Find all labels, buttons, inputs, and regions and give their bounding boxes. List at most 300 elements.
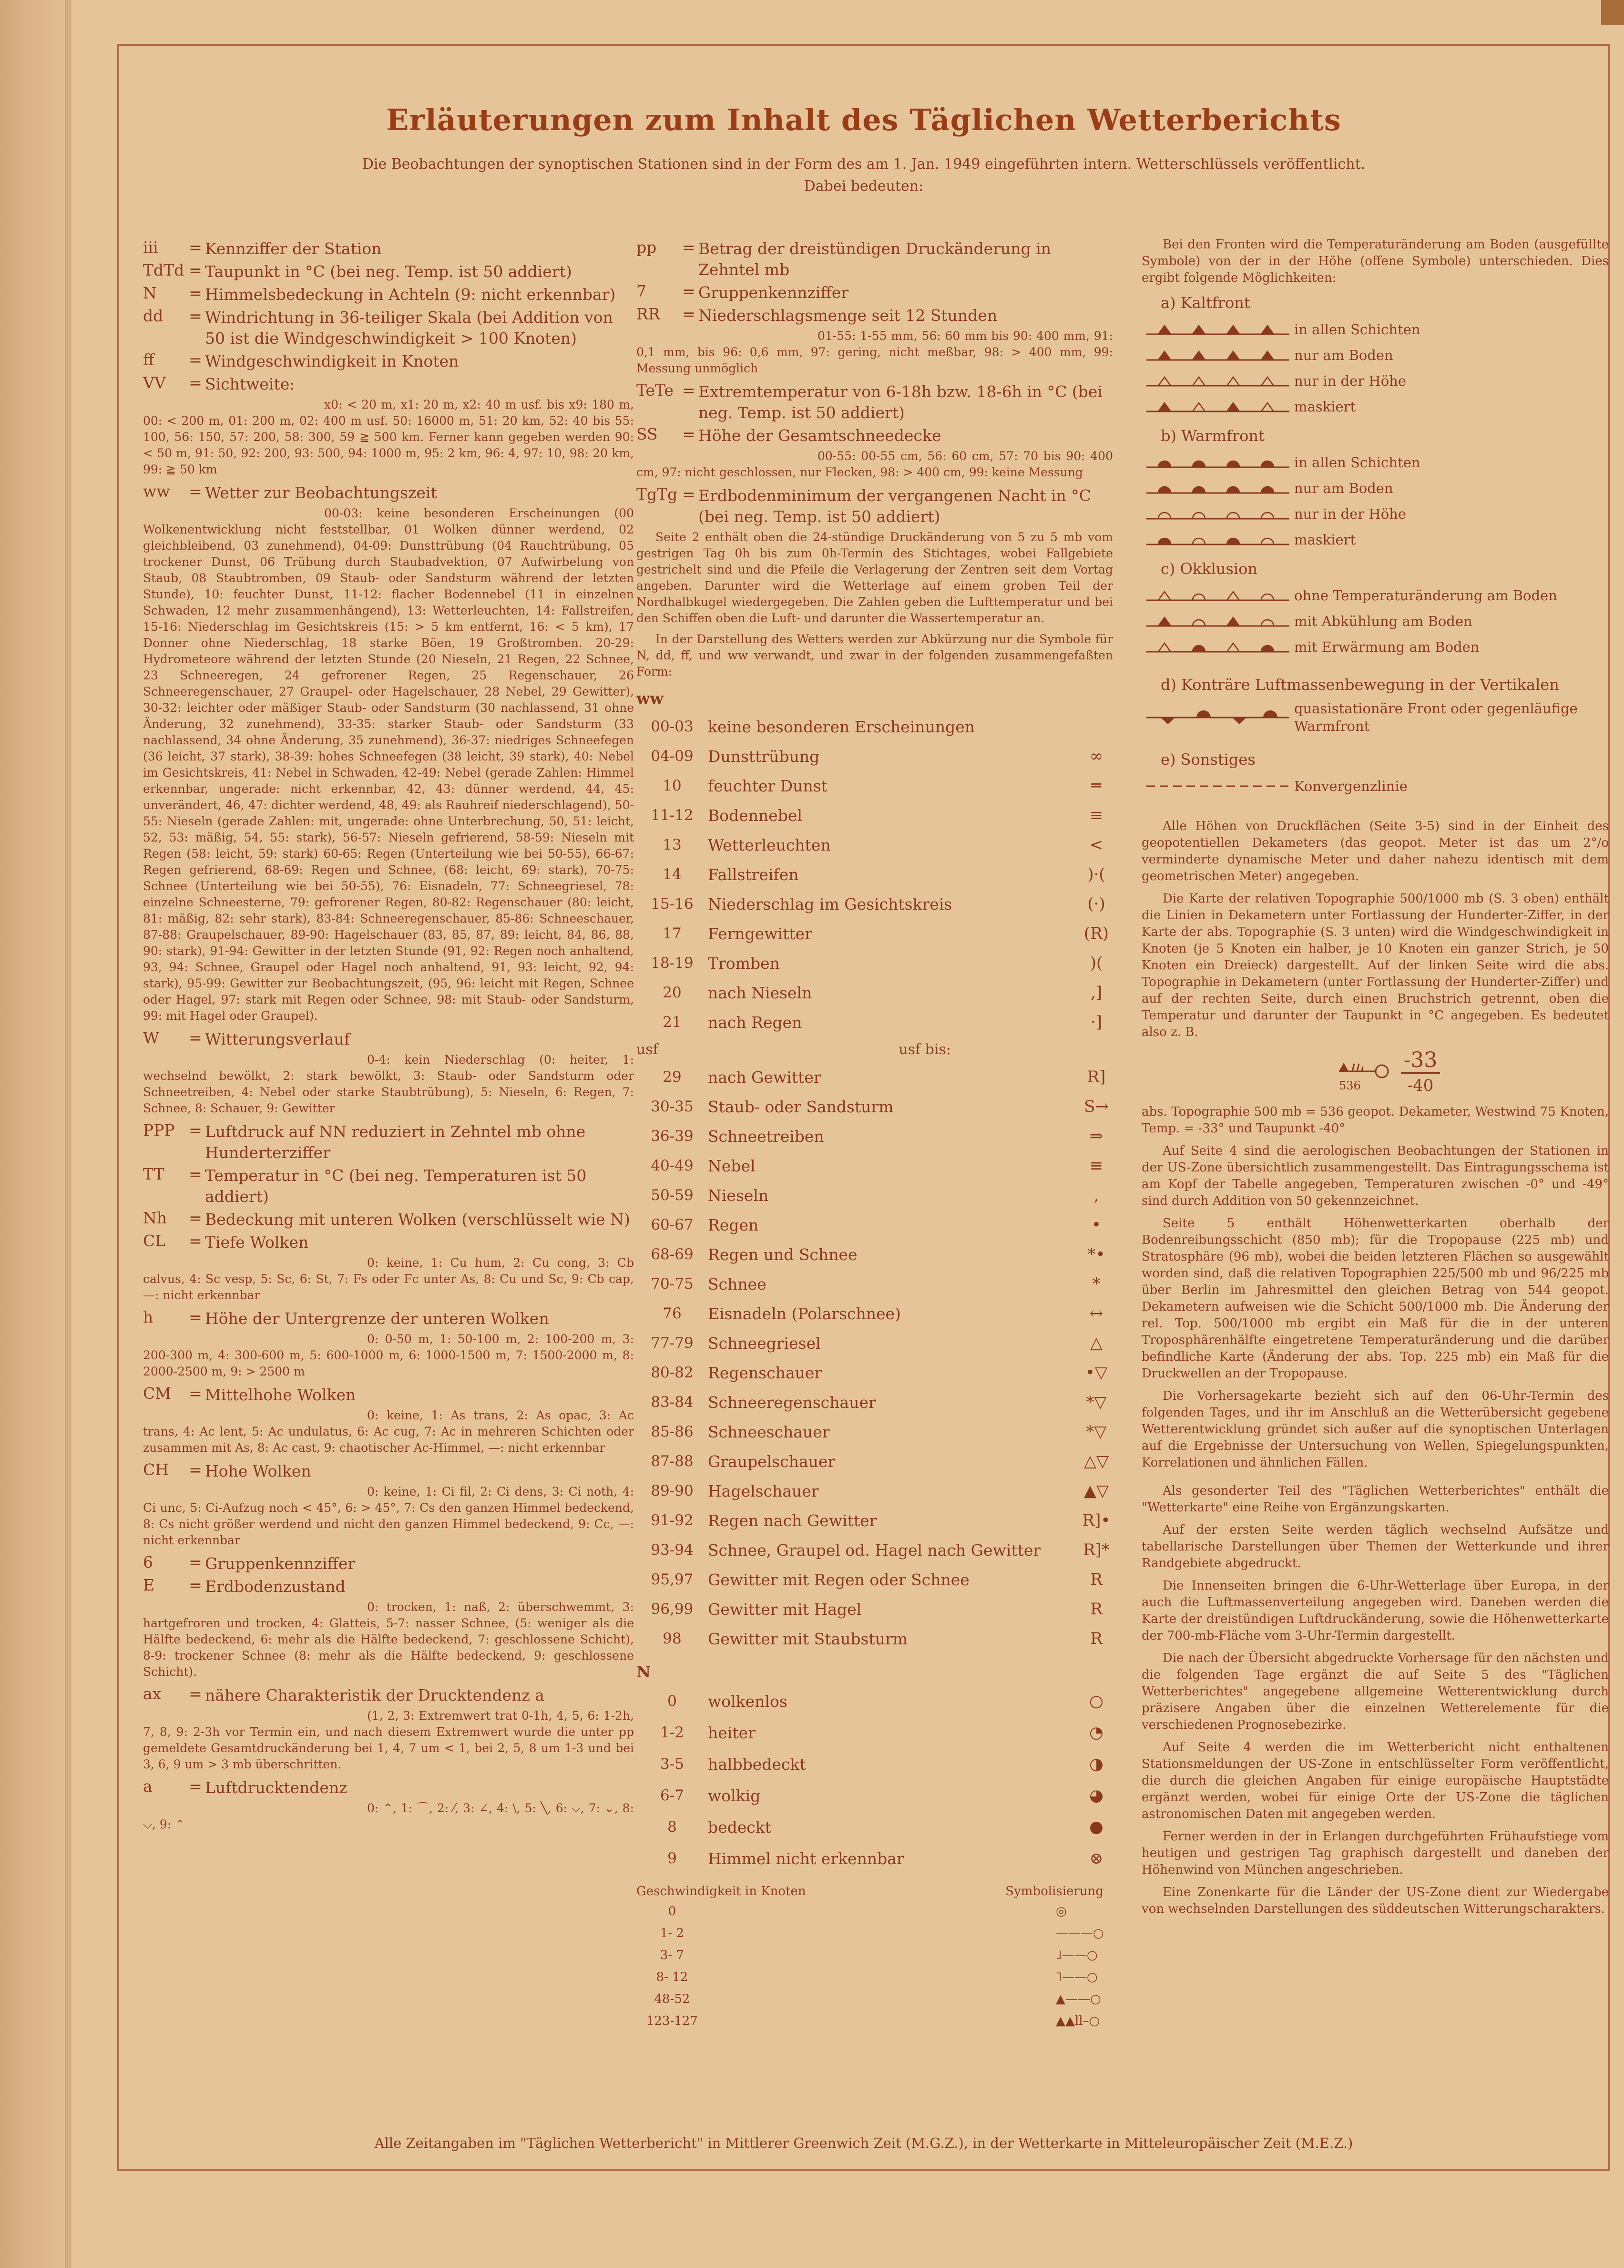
ww-row [636, 1506, 1113, 1535]
entry-text: Taupunkt in °C (bei neg. Temp. ist 50 addiert) [205, 262, 572, 281]
ww-row [636, 1387, 1113, 1417]
ww-row [636, 1565, 1113, 1594]
wind-speed-heading: Geschwindigkeit in Knoten [636, 1884, 806, 1899]
para-example-explained: abs. Topographie 500 mb = 536 geopot. Dekameter, Westwind 75 Knoten, Temp. = -33° und Taupunkt -40° [1142, 1105, 1609, 1136]
entry-text: Temperatur in °C (bei neg. Temperaturen ist 50 addiert) [205, 1166, 587, 1206]
row-description: Regen [708, 1215, 759, 1234]
row-code: 10 [663, 777, 682, 794]
warm-front-icon [1142, 480, 1294, 497]
row-code: 93-94 [651, 1541, 694, 1559]
usf-left: usf [636, 1041, 658, 1058]
usf-right: usf bis: [899, 1041, 951, 1058]
station-example [1142, 1047, 1609, 1099]
warm-front-row [1142, 501, 1609, 527]
row-description: Regenschauer [708, 1363, 822, 1382]
wind-speed: 48-52 [654, 1991, 690, 2006]
subtitle-line-1: Die Beobachtungen der synoptischen Stationen sind in der Form des am 1. Jan. 1949 eingeführten intern. Wetterschlüssels veröffentlicht. [362, 156, 1366, 173]
wind-speed: 0 [668, 1904, 676, 1919]
para-hoehen: Alle Höhen von Druckflächen (Seite 3-5) sind in der Einheit des geopotentiellen Dekameters (das geopot. Meter ist das um 2°/o verminderte dynamische Meter und daher nahezu identisch mit dem geometrischen Meter) angegeben. [1142, 819, 1609, 883]
entry-n: N = Himmelsbedeckung in Achteln (9: nicht erkennbar) [143, 284, 634, 305]
row-code: 60-67 [651, 1216, 694, 1233]
wind-speed: 1- 2 [660, 1926, 684, 1940]
row-description: feuchter Dunst [708, 776, 827, 795]
weather-symbol-icon: •▽ [1085, 1363, 1108, 1382]
entry-text: Erdbodenzustand [205, 1577, 346, 1596]
wind-table-header [636, 1883, 1113, 1900]
ww-row [636, 712, 1113, 741]
weather-symbol-icon: ◑ [1089, 1754, 1103, 1774]
example-dewpoint: -40 [1407, 1076, 1434, 1095]
kaltfront-list [1142, 317, 1609, 420]
entry-text: Gruppenkennziffer [698, 283, 849, 302]
symbol: iii [143, 238, 158, 257]
ww-row [636, 1180, 1113, 1210]
convergence-line [1142, 781, 1294, 791]
para-topographie: Die Karte der relativen Topographie 500/1000 mb (S. 3 oben) enthält die Linien in Dekametern unter Fortlassung der Hunderter-Ziffer, in der Karte der abs. Topographie (S. 3 unten) wird die Windgeschwindigkeit in Knoten (je 5 Knoten ein halber, je 10 Knoten ein ganzer Strich, je 50 Knoten ein Dreieck) dargestellt. Auf der linken Seite wird die abs. Topographie in Dekametern (unter Fortlassung der Hunderter-Ziffer) und auf der rechten Seite, durch einen Bruchstrich getrennt, oben die Temperatur und darunter der Taupunkt in °C angegeben. Es bedeutet also z. B. [1142, 892, 1609, 1039]
ww-row [636, 1535, 1113, 1565]
row-description: Dunsttrübung [708, 747, 820, 766]
entry-tgtg: TgTg = Erdbodenminimum der vergangenen Nacht in °C (bei neg. Temp. ist 50 addiert) [636, 485, 1113, 527]
row-description: Regen nach Gewitter [708, 1511, 877, 1530]
ww-row [636, 771, 1113, 800]
row-description: Schnee, Graupel od. Hagel nach Gewitter [708, 1540, 1041, 1560]
entry-a: a = Luftdrucktendenz [143, 1777, 634, 1798]
row-code: 3-5 [660, 1755, 684, 1773]
ww-row [636, 860, 1113, 889]
fronts-intro: Bei den Fronten wird die Temperaturänderung am Boden (ausgefüllte Symbole) von der in der Höhe (offene Symbole) unterschieden. Dies ergibt folgende Möglichkeiten: [1142, 237, 1609, 285]
entry-text: Erdbodenminimum der vergangenen Nacht in °C (bei neg. Temp. ist 50 addiert) [698, 486, 1092, 526]
ww-row [636, 1092, 1113, 1121]
entry-w: W = Witterungsverlauf [143, 1029, 634, 1050]
kalt-front-row [1142, 394, 1609, 420]
row-code: 83-84 [651, 1393, 694, 1411]
entry-nh: Nh = Bedeckung mit unteren Wolken (verschlüsselt wie N) [143, 1209, 634, 1230]
symbol: VV [143, 373, 166, 392]
row-code: 1-2 [660, 1724, 684, 1741]
warm-front-label: nur am Boden [1294, 480, 1393, 496]
wind-barb-icon: ———○ [1056, 1926, 1104, 1940]
weather-symbol-icon: )( [1090, 953, 1103, 973]
row-description: Gewitter mit Staubsturm [708, 1629, 908, 1648]
entry-pp: pp = Betrag der dreistündigen Druckänderung in Zehntel mb [636, 238, 1113, 280]
cloud-cover-row [636, 1811, 1113, 1843]
w-detail: 0-4: kein Niederschlag (0: heiter, 1: wechselnd bewölkt, 2: stark bewölkt, 3: Staub- oder Sandsturm oder Schneetreiben, 4: Nebel oder starke Staubtrübung), 5: Nieseln, 6: Regen, 7: Schnee, 8: Schauer, 9: Gewitter [143, 1053, 634, 1115]
row-code: 6-7 [660, 1786, 684, 1804]
entry-text: Höhe der Gesamtschneedecke [698, 426, 941, 445]
entry-text: Bedeckung mit unteren Wolken (verschlüsselt wie N) [205, 1210, 630, 1229]
symbol: E [143, 1576, 155, 1594]
stationary-front-line [1142, 708, 1294, 727]
weather-symbol-icon: * [1092, 1274, 1101, 1293]
cl-detail: 0: keine, 1: Cu hum, 2: Cu cong, 3: Cb calvus, 4: Sc vesp, 5: Sc, 6: St, 7: Fs oder Fc unter As, 8: Cu und Sc, 9: Cb cap, —: nicht erkennbar [143, 1256, 634, 1302]
wind-row [636, 2010, 1113, 2032]
entry-tdtd: TdTd = Taupunkt in °C (bei neg. Temp. ist 50 addiert) [143, 261, 634, 282]
entry-ch: CH = Hohe Wolken [143, 1461, 634, 1482]
weather-symbol-icon: R]• [1082, 1510, 1111, 1530]
weather-symbol-icon: ∞ [1089, 746, 1103, 766]
ww-table-continued [636, 1062, 1113, 1653]
weather-symbol-icon: ≡ [1089, 1156, 1103, 1175]
symbol: ww [143, 482, 170, 501]
wind-row [636, 1922, 1113, 1944]
weather-symbol-icon: ◕ [1089, 1786, 1103, 1805]
ww-row [636, 919, 1113, 948]
row-code: 98 [663, 1630, 682, 1647]
column-3 [1142, 236, 1609, 1923]
symbol: CH [143, 1460, 169, 1479]
ww-row [636, 1151, 1113, 1180]
okkl-front-label: mit Erwärmung am Boden [1294, 638, 1480, 655]
weather-symbol-icon: △ [1090, 1333, 1103, 1353]
okklusion-list [1142, 583, 1609, 660]
kalt-front-icon [1142, 372, 1294, 390]
warm-front-label: nur in der Höhe [1294, 505, 1407, 522]
n-table-heading: N [636, 1663, 651, 1681]
weather-symbol-icon: R [1090, 1570, 1103, 1589]
row-code: 36-39 [651, 1127, 694, 1145]
symbol: ax [143, 1684, 162, 1703]
row-description: Graupelschauer [708, 1452, 836, 1471]
para-zonenkarte: Eine Zonenkarte für die Länder der US-Zone dient zur Wiedergabe von wechselnden Darstellungen des süddeutschen Witterungscharakters. [1142, 1885, 1609, 1916]
row-description: wolkig [708, 1786, 761, 1805]
row-description: Wetterleuchten [708, 835, 831, 854]
weather-symbol-icon: • [1091, 1215, 1102, 1234]
row-code: 15-16 [651, 895, 694, 913]
ww-table-heading: ww [636, 689, 664, 708]
okkl-front-icon [1142, 587, 1294, 604]
row-description: Ferngewitter [708, 924, 812, 943]
ww-row [636, 1240, 1113, 1269]
row-description: Schneegriesel [708, 1334, 821, 1353]
weather-symbol-icon: )·( [1087, 864, 1105, 884]
symbol: N [143, 284, 157, 302]
kaltfront-heading: a) Kaltfront [1161, 294, 1250, 312]
kalt-front-label: nur am Boden [1294, 347, 1393, 363]
weather-symbol-icon: *▽ [1086, 1422, 1107, 1441]
wind-barb-icon: ˩——○ [1056, 1948, 1098, 1962]
row-description: Schneeschauer [708, 1422, 830, 1441]
row-code: 14 [663, 865, 682, 883]
kalt-front-icon [1142, 398, 1294, 415]
row-code: 0 [667, 1692, 677, 1710]
konvergenz-row [1142, 773, 1609, 799]
symbol: TgTg [636, 485, 678, 503]
entry-text: Luftdruck auf NN reduziert in Zehntel mb ohne Hunderterziffer [205, 1122, 586, 1162]
kalt-front-row [1142, 368, 1609, 394]
entry-text: Extremtemperatur von 6-18h bzw. 18-6h in °C (bei neg. Temp. ist 50 addiert) [698, 382, 1103, 422]
warm-front-label: in allen Schichten [1294, 454, 1420, 471]
cloud-cover-row [636, 1748, 1113, 1780]
h-detail: 0: 0-50 m, 1: 50-100 m, 2: 100-200 m, 3: 200-300 m, 4: 300-600 m, 5: 600-1000 m, 6: 1000-1500 m, 7: 1500-2000 m, 8: 2000-2500 m, 9: > 2500 m [143, 1332, 634, 1378]
station-model-icon [1310, 1051, 1401, 1094]
row-description: Gewitter mit Regen oder Schnee [708, 1570, 970, 1589]
weather-symbol-icon: ,] [1090, 983, 1103, 1002]
row-description: Schnee [708, 1274, 766, 1293]
weather-symbol-icon: ⊗ [1089, 1848, 1103, 1868]
konvergenz-label: Konvergenzlinie [1294, 778, 1408, 794]
okkl-front-row [1142, 583, 1609, 608]
row-code: 17 [663, 924, 682, 942]
entry-cm: CM = Mittelhohe Wolken [143, 1385, 634, 1406]
entry-text: Mittelhohe Wolken [205, 1385, 356, 1404]
ww-row [636, 1210, 1113, 1240]
cloud-cover-row [636, 1843, 1113, 1874]
para-seite-4: Auf Seite 4 sind die aerologischen Beobachtungen der Stationen in der US-Zone übersichtlich zusammengestellt. Das Eintragungsschema ist am Kopf der Tabelle angegeben, Temperaturen zwischen -0° und -49° sind durch Addition von 50 gekennzeichnet. [1142, 1144, 1609, 1208]
ww-row [636, 1358, 1113, 1387]
sonstiges-heading: e) Sonstiges [1161, 750, 1256, 769]
symbol: CM [143, 1384, 172, 1403]
para-erste-seite: Auf der ersten Seite werden täglich wechselnd Aufsätze und tabellarische Darstellungen über Themen der Wetterkunde und ihrer Randgebiete abgedruckt. [1142, 1523, 1609, 1570]
weather-symbol-icon: ○ [1089, 1691, 1103, 1711]
weather-symbol-icon: *• [1087, 1244, 1105, 1264]
weather-symbol-icon: *▽ [1086, 1392, 1107, 1412]
symbol: TdTd [143, 261, 184, 279]
row-code: 89-90 [651, 1482, 694, 1499]
entry-cl: CL = Tiefe Wolken [143, 1232, 634, 1253]
entry-text: Gruppenkennziffer [205, 1554, 356, 1573]
symbol: ff [143, 350, 154, 369]
entry-text: Höhe der Untergrenze der unteren Wolken [205, 1309, 549, 1328]
entry-ss: SS = Höhe der Gesamtschneedecke [636, 425, 1113, 446]
okkl-front-row [1142, 634, 1609, 660]
weather-symbol-icon: ═ [1091, 776, 1102, 795]
entry-six: 6 = Gruppenkennziffer [143, 1553, 634, 1574]
rr-detail: 01-55: 1-55 mm, 56: 60 mm bis 90: 400 mm, 91: 0,1 mm, bis 96: 0,6 mm, 97: gering, nicht meßbar, 98: > 400 mm, 99: Messung unmöglich [636, 329, 1113, 375]
okkl-front-label: mit Abkühlung am Boden [1294, 613, 1472, 629]
entry-text: Kennziffer der Station [205, 239, 382, 258]
kalt-front-label: in allen Schichten [1294, 321, 1420, 338]
para-fruehaufstiege: Ferner werden in der in Erlangen durchgeführten Frühaufstiege vom heutigen und gestrigen Tag graphisch dargestellt und daneben der Höhenwind von München angeschrieben. [1142, 1829, 1609, 1877]
row-description: halbbedeckt [708, 1755, 806, 1774]
ch-detail: 0: keine, 1: Ci fil, 2: Ci dens, 3: Ci noth, 4: Ci unc, 5: Ci-Aufzug noch < 45°, 6: > 45°, 7: Cs den ganzen Himmel bedeckend, 8: Cs nicht größer werdend und nicht den ganzen Himmel bedeckend, 9: Cc, —: nicht erkennbar [143, 1485, 634, 1547]
para-stationsmeldungen: Auf Seite 4 werden die im Wetterbericht nicht enthaltenen Stationsmeldungen der US-Zone in entschlüsselter Form veröffentlicht, die durch die gleichen Angaben für einige europäische Hauptstädte ergänzt werden, wobei für einige Orte der US-Zone die täglichen astronomischen Daten mit angegeben werden. [1142, 1740, 1609, 1821]
okkl-front-label: ohne Temperaturänderung am Boden [1294, 587, 1557, 604]
vv-detail: x0: < 20 m, x1: 20 m, x2: 40 m usf. bis x9: 180 m, 00: < 200 m, 01: 200 m, 02: 400 m usf. 50: 16000 m, 51: 20 km, 52: 40 bis 55: 100, 56: 150, 57: 200, 58: 300, 59 ≧ 500 km. Ferner kann gegeben werden 90: < 50 m, 91: 50, 92: 200, 93: 500, 94: 1000 m, 95: 2 km, 96: 4, 97: 10, 98: 20 km, 99: ≧ 50 km [143, 398, 634, 476]
ww-row [636, 978, 1113, 1007]
wind-speed: 123-127 [646, 2013, 698, 2028]
row-description: Regen und Schnee [708, 1245, 858, 1264]
weather-symbol-icon: , [1093, 1185, 1099, 1205]
row-code: 85-86 [651, 1423, 694, 1440]
row-code: 00-03 [651, 718, 694, 735]
warm-front-row [1142, 527, 1609, 553]
symbol: PPP [143, 1121, 175, 1139]
weather-symbol-icon: △▽ [1083, 1451, 1109, 1471]
ww-row [636, 1299, 1113, 1328]
symbol: W [143, 1028, 159, 1047]
para-innenseiten: Die Innenseiten bringen die 6-Uhr-Wetterlage über Europa, in der auch die Luftmassenverteilung angegeben wird. Daneben werden die Karte der dreistündigen Luftdruckänderung, sowie die Höhenwetterkarte der 700-mb-Fläche vom 3-Uhr-Termin dargestellt. [1142, 1579, 1609, 1643]
row-description: nach Nieseln [708, 983, 812, 1002]
weather-symbol-icon: ↔ [1089, 1303, 1103, 1323]
entry-text: Himmelsbedeckung in Achteln (9: nicht erkennbar) [205, 285, 616, 304]
ww-row [636, 1007, 1113, 1037]
row-code: 95,97 [651, 1570, 694, 1588]
warm-front-icon [1142, 531, 1294, 548]
entry-text: Niederschlagsmenge seit 12 Stunden [698, 306, 998, 325]
cm-detail: 0: keine, 1: As trans, 2: As opac, 3: Ac trans, 4: Ac lent, 5: Ac undulatus, 6: Ac cug, 7: Ac in mehreren Schichten oder zusammen mit As, 8: Ac cast, 9: chaotischer Ac-Himmel, —: nicht erkennbar [143, 1408, 634, 1455]
wind-barb-icon: ◎ [1056, 1904, 1067, 1919]
entry-text: Sichtweite: [205, 375, 295, 393]
ww-row [636, 1476, 1113, 1506]
row-code: 8 [667, 1818, 677, 1836]
row-description: Tromben [708, 954, 780, 973]
wind-row [636, 1988, 1113, 2010]
entry-tete: TeTe = Extremtemperatur von 6-18h bzw. 18-6h in °C (bei neg. Temp. ist 50 addiert) [636, 381, 1113, 423]
ww-detail: 00-03: keine besonderen Erscheinungen (00 Wolkenentwicklung nicht feststellbar, 01 Wolken dünner werdend, 02 gleichbleibend, 03 zunehmend), 04-09: Dunsttrübung (04 Rauchtrübung, 05 trockener Dunst, 06 Trübung durch Staubadvektion, 07 Aufwirbelung von Staub, 08 Staubtromben, 09 Staub- oder Sandsturm während der letzten Stunde), 10: feuchter Dunst, 11-12: flacher Bodennebel (11 in einzelnen Schwaden, 12 mehr zusammenhängend), 13: Wetterleuchten, 14: Fallstreifen, 15-16: Niederschlag im Gesichtskreis (15: > 5 km entfernt, 16: < 5 km), 17 Donner ohne Niederschlag, 18 starke Böen, 19 Großtromben. 20-29: Hydrometeore während der letzten Stunde (20 Nieseln, 21 Regen, 22 Schnee, 23 Schneeregen, 24 gefrorener Regen, 25 Regenschauer, 26 Schneeregenschauer, 27 Graupel- oder Hagelschauer, 28 Nebel, 29 Gewitter), 30-32: leichter oder mäßiger Staub- oder Sandsturm (30 nachlassend, 31 ohne Änderung, 32 zunehmend), 33-35: starker Staub- oder Sandsturm (33 nachlassend, 34 ohne Änderung, 35 zunehmend), 36-37: niedriges Schneefegen (36 leicht, 37 stark), 38-39: hohes Schneefegen (38 leicht, 39 stark), 40: Nebel im Gesichtskreis, 41: Nebel in Schwaden, 42-49: Nebel (gerade Zahlen: Himmel erkennbar, ungerade: nicht erkennbar, 42, 43: dünner werdend, 44, 45: unverändert, 46, 47: dichter werdend, 48, 49: als Rauhreif niederschlagend), 50-55: Nieseln (gerade Zahlen: mit, ungerade: ohne Unterbrechung, 50, 51: leicht, 52, 53: mäßig, 54, 55: stark), 56-57: Nieseln gefrierend, 58-59: Nieseln mit Regen (58: leicht, 59: stark) 60-65: Regen (Unterteilung wie bei 50-55), 66-67: Regen gefrierend, 68-69: Regen und Schnee, (68: leicht, 69: stark), 70-75: Schnee (Unterteilung wie bei 50-55), 76: Eisnadeln, 77: Schneegriesel, 78: einzelne Schneesterne, 79: gefrorener Regen, 80-82: Regenschauer (80: leicht, 81: mäßig, 82: sehr stark), 83-84: Schneeregenschauer, 85-86: Schneeschauer, 87-88: Graupelschauer, 89-90: Hagelschauer (83, 85, 87, 89: leicht, 84, 86, 88, 90: stark), 91-94: Gewitter in der letzten Stunde (91, 92: Regen noch anhaltend, 93, 94: Schnee, Graupel oder Hagel noch anhaltend, 91, 93: leicht, 92, 94: stark), 95-99: Gewitter zur Beobachtungszeit, (95, 96: leicht mit Regen, Schnee oder Hagel, 97: stark mit Regen oder Schnee, 98: mit Staub- oder Sandsturm, 99: mit Hagel oder Graupel). [143, 506, 634, 1023]
entry-text: Windgeschwindigkeit in Knoten [205, 352, 459, 370]
row-description: wolkenlos [708, 1692, 787, 1711]
kalt-front-icon [1142, 347, 1294, 364]
entry-text: nähere Charakteristik der Drucktendenz a [205, 1686, 544, 1704]
symbol: SS [636, 425, 658, 443]
usf-row [636, 1041, 951, 1058]
entry-text: Tiefe Wolken [205, 1233, 309, 1252]
row-code: 04-09 [651, 747, 694, 765]
kalt-front-icon [1142, 321, 1294, 338]
entry-h: h = Höhe der Untergrenze der unteren Wolken [143, 1308, 634, 1329]
entry-e: E = Erdbodenzustand [143, 1576, 634, 1597]
row-description: Nebel [708, 1156, 756, 1175]
darstellung-text: In der Darstellung des Wetters werden zur Abkürzung nur die Symbole für N, dd, ff, und ww verwandt, und zwar in der folgenden zusammengefaßten Form: [636, 632, 1113, 678]
entry-text: Betrag der dreistündigen Druckänderung in Zehntel mb [698, 239, 1052, 279]
weather-symbol-icon: ≡ [1089, 805, 1103, 825]
wind-barb-icon: ▲▲ll–○ [1056, 2013, 1100, 2028]
entry-text: Wetter zur Beobachtungszeit [205, 483, 437, 502]
weather-symbol-icon: R [1090, 1599, 1103, 1619]
ww-row [636, 1269, 1113, 1299]
ww-row [636, 1417, 1113, 1447]
page-fold-edge [0, 0, 71, 2268]
row-description: Himmel nicht erkennbar [708, 1849, 904, 1868]
weather-symbol-icon: ● [1089, 1817, 1103, 1837]
entry-text: Luftdrucktendenz [205, 1778, 347, 1797]
weather-symbol-icon: ◔ [1089, 1723, 1103, 1742]
entry-tt: TT = Temperatur in °C (bei neg. Temperaturen ist 50 addiert) [143, 1165, 634, 1207]
row-description: Eisnadeln (Polarschnee) [708, 1304, 901, 1323]
kontraer-label: quasistationäre Front oder gegenläufige Warmfront [1294, 700, 1578, 734]
n-table [636, 1685, 1113, 1874]
para-vorhersage-tage: Die nach der Übersicht abgedruckte Vorhersage für den nächsten und die folgenden Tage ergänzt die auf Seite 5 des "Täglichen Wetterberichtes" angegebene allgemeine Wetterentwicklung durch präzisere Angaben über die einzelnen Wetterelemente für die verschiedenen Prognosebezirke. [1142, 1651, 1609, 1732]
wind-row [636, 1900, 1113, 1922]
row-description: Hagelschauer [708, 1481, 819, 1500]
entry-text: Witterungsverlauf [205, 1030, 350, 1048]
ww-row [636, 889, 1113, 919]
row-code: 40-49 [651, 1157, 694, 1174]
example-fraction [1401, 1048, 1440, 1098]
footer-note: Alle Zeitangaben im "Täglichen Wetterbericht" in Mittlerer Greenwich Zeit (M.G.Z.), in der Wetterkarte in Mitteleuropäischer Zeit (M.E.Z.) [374, 2135, 1353, 2151]
row-description: nach Regen [708, 1013, 802, 1032]
weather-symbol-icon: R] [1087, 1067, 1106, 1087]
warm-front-row [1142, 450, 1609, 475]
example-geopotential: 536 [1338, 1079, 1361, 1092]
wind-speed: 8- 12 [656, 1970, 688, 1984]
row-code: 96,99 [651, 1600, 694, 1618]
symbol: RR [636, 305, 660, 323]
symbol: CL [143, 1231, 166, 1250]
ww-row [636, 1121, 1113, 1151]
row-code: 29 [663, 1068, 682, 1086]
row-description: nach Gewitter [708, 1067, 821, 1087]
subtitle-line-2: Dabei bedeuten: [804, 178, 924, 195]
entry-text: Hohe Wolken [205, 1462, 311, 1480]
warm-front-label: maskiert [1294, 531, 1356, 548]
symbol: TeTe [636, 381, 674, 400]
entry-ww: ww = Wetter zur Beobachtungszeit [143, 482, 634, 503]
entry-seven: 7 = Gruppenkennziffer [636, 282, 1113, 303]
cloud-cover-row [636, 1780, 1113, 1811]
ww-row [636, 1594, 1113, 1624]
ww-row [636, 1624, 1113, 1653]
row-description: Schneeregenschauer [708, 1393, 876, 1412]
weather-symbol-icon: < [1089, 835, 1103, 854]
row-code: 11-12 [651, 806, 694, 824]
kalt-front-row [1142, 342, 1609, 368]
row-code: 30-35 [651, 1098, 694, 1115]
para-wetterkarte: Als gesonderter Teil des "Täglichen Wetterberichtes" enthält die "Wetterkarte" eine Reihe von Ergänzungskarten. [1142, 1484, 1609, 1515]
row-code: 77-79 [651, 1334, 694, 1352]
row-code: 9 [667, 1849, 677, 1867]
row-code: 21 [663, 1013, 682, 1031]
symbol: 6 [143, 1553, 153, 1571]
symbol: Nh [143, 1209, 167, 1227]
kalt-front-label: nur in der Höhe [1294, 372, 1407, 389]
entry-dd: dd = Windrichtung in 36-teiliger Skala (bei Addition von 50 ist die Windgeschwindigkeit > 100 Knoten) [143, 307, 634, 349]
row-code: 13 [663, 836, 682, 853]
row-description: Bodennebel [708, 806, 803, 825]
example-temperature: -33 [1401, 1048, 1440, 1074]
kalt-front-row [1142, 317, 1609, 342]
row-description: Gewitter mit Hagel [708, 1600, 862, 1619]
wind-row [636, 1944, 1113, 1966]
row-code: 20 [663, 984, 682, 1001]
column-1 [143, 238, 634, 1837]
row-code: 68-69 [651, 1245, 694, 1263]
weather-symbol-icon: ▲▽ [1083, 1481, 1109, 1500]
entry-ppp: PPP = Luftdruck auf NN reduziert in Zehntel mb ohne Hunderterziffer [143, 1121, 634, 1163]
entry-ax: ax = nähere Charakteristik der Drucktendenz a [143, 1685, 634, 1706]
weather-symbol-icon: S→ [1084, 1097, 1109, 1116]
cloud-cover-row [636, 1685, 1113, 1717]
symbol: h [143, 1308, 153, 1326]
row-description: Niederschlag im Gesichtskreis [708, 894, 952, 913]
entry-text: Windrichtung in 36-teiliger Skala (bei Addition von 50 ist die Windgeschwindigkeit > 100 Knoten) [205, 308, 613, 348]
row-description: Schneetreiben [708, 1127, 824, 1146]
row-description: heiter [708, 1723, 756, 1742]
row-code: 18-19 [651, 954, 694, 972]
row-code: 87-88 [651, 1452, 694, 1470]
entry-iii: iii = Kennziffer der Station [143, 238, 634, 259]
okklusion-heading: c) Okklusion [1161, 560, 1257, 578]
wind-symbol-heading: Symbolisierung [1005, 1884, 1103, 1899]
weather-symbol-icon: ⇒ [1089, 1126, 1103, 1146]
weather-symbol-icon: (·) [1087, 894, 1105, 913]
weather-symbol-icon: R]* [1083, 1540, 1110, 1560]
row-description: Staub- oder Sandsturm [708, 1097, 894, 1116]
para-seite-5: Seite 5 enthält Höhenwetterkarten oberhalb der Bodenreibungsschicht (850 mb); für die Tropopause (225 mb) und Stratosphäre (96 mb), wobei die beiden letzteren Flächen so ausgewählt worden sind, daß die relativen Topographien 225/500 mb und 96/225 mb über Berlin im Jahresmittel den gleichen Betrag von 544 geopot. Dekametern aufweisen wie die Schicht 500/1000 mb. Die Änderung der rel. Top. 500/1000 mb ergibt ein Maß für die in der unteren Troposphärenhälfte eingetretene Temperaturänderung und die darüber befindliche Karte (Änderung der abs. Top. 225 mb) ein Maß für die Druckwellen an der Tropopause. [1142, 1216, 1609, 1381]
symbol: a [143, 1777, 153, 1796]
page-subtitle [117, 154, 1610, 197]
ww-row [636, 741, 1113, 771]
ss-detail: 00-55: 00-55 cm, 56: 60 cm, 57: 70 bis 90: 400 cm, 97: nicht geschlossen, nur Flecken, 98: > 400 cm, 99: keine Messung [636, 449, 1113, 479]
row-code: 91-92 [651, 1511, 694, 1529]
okkl-front-icon [1142, 638, 1294, 656]
kalt-front-label: maskiert [1294, 398, 1356, 415]
wind-row [636, 1966, 1113, 1988]
ww-row [636, 1062, 1113, 1092]
page-corner-tab [1601, 0, 1624, 25]
cloud-cover-row [636, 1717, 1113, 1748]
entry-rr: RR = Niederschlagsmenge seit 12 Stunden [636, 305, 1113, 326]
